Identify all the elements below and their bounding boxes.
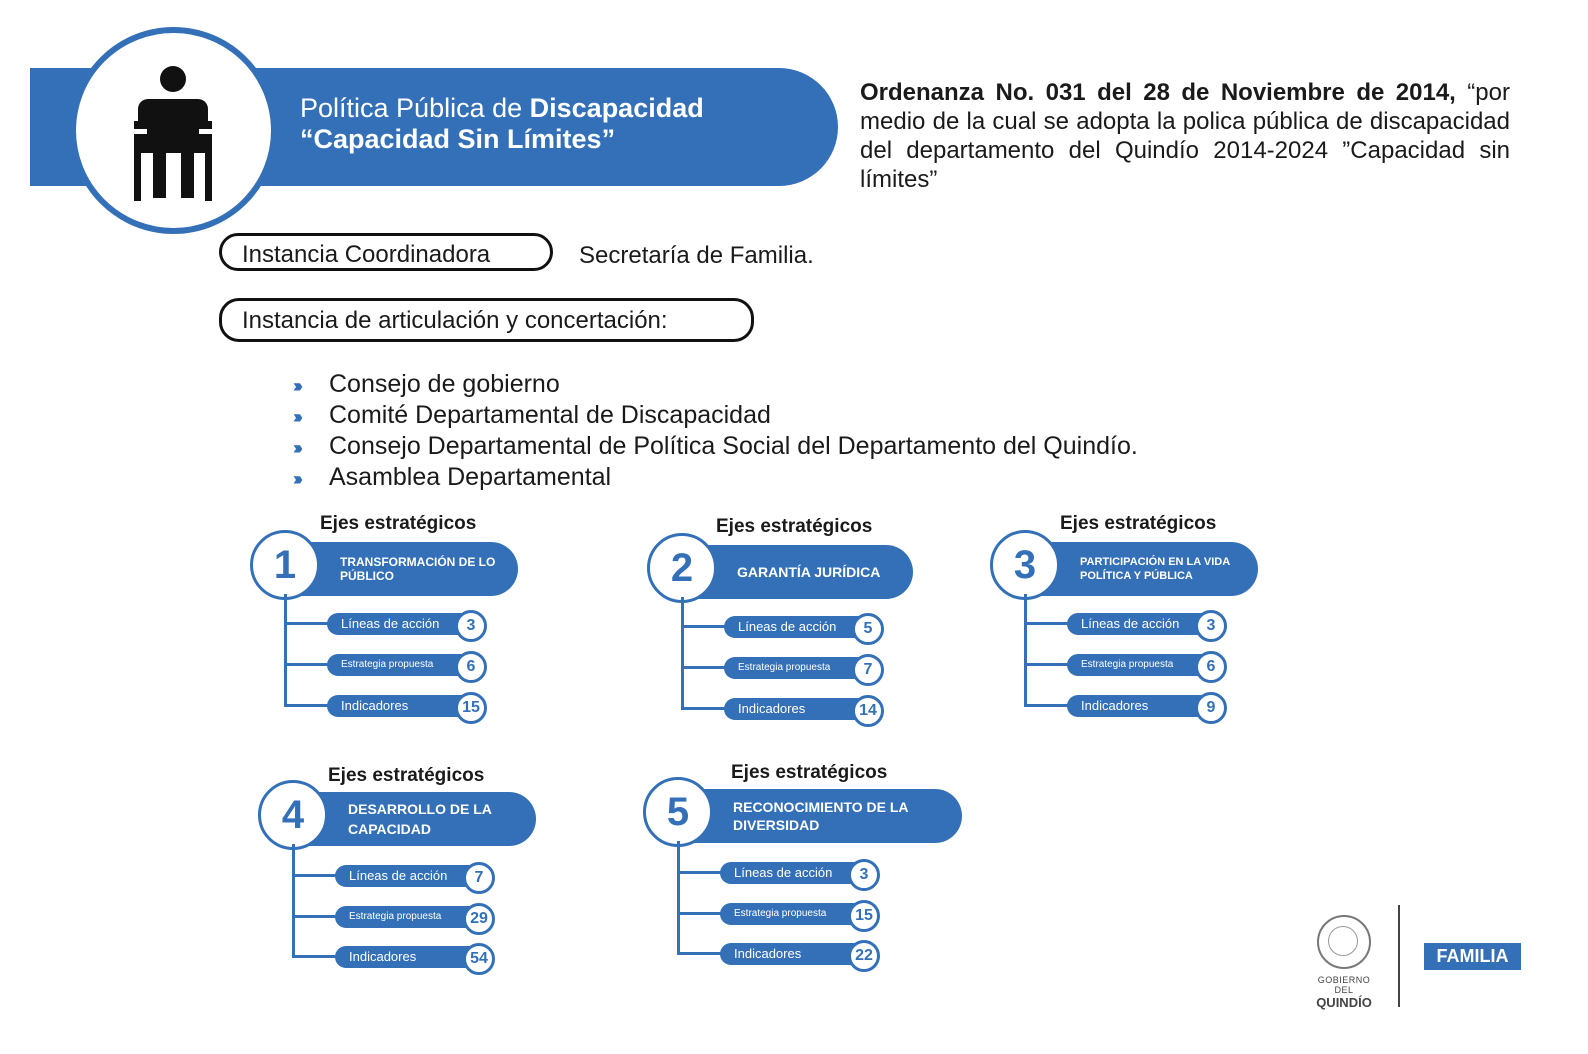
estrategia-label: Estrategia propuesta: [724, 657, 864, 679]
estrategia-label: Estrategia propuesta: [327, 654, 467, 676]
indicadores-label: Indicadores: [720, 943, 860, 965]
list-item: ››› Consejo de gobierno: [293, 370, 1138, 401]
eje-4: [258, 765, 568, 991]
eje-1: [250, 513, 560, 741]
lineas-count: 5: [852, 613, 884, 645]
connector-line: [681, 707, 726, 710]
ejes-label: Ejes estratégicos: [328, 765, 485, 786]
estrategia-count: 6: [1195, 651, 1227, 683]
eje-title: GARANTÍA JURÍDICA: [687, 545, 913, 599]
eje-number: 4: [258, 780, 328, 850]
eje-title: RECONOCIMIENTO DE LA DIVERSIDAD: [683, 789, 962, 843]
indicadores-label: Indicadores: [1067, 695, 1207, 717]
eje-2: [647, 516, 957, 744]
gobierno-quindio-logo: [1310, 915, 1378, 1010]
seal-icon: [1317, 915, 1371, 969]
eje-number: 3: [990, 530, 1060, 600]
connector-line: [1024, 594, 1027, 706]
divider: [1398, 905, 1400, 1007]
estrategia-count: 7: [852, 654, 884, 686]
indicadores-count: 9: [1195, 692, 1227, 724]
indicadores-count: 15: [455, 692, 487, 724]
list-item: ››› Asamblea Departamental: [293, 463, 1138, 494]
indicadores-label: Indicadores: [335, 946, 475, 968]
lineas-label: Líneas de acción: [1067, 613, 1207, 635]
header-icon-circle: [70, 27, 277, 234]
indicadores-label: Indicadores: [724, 698, 864, 720]
lineas-count: 3: [1195, 610, 1227, 642]
logo-line1: GOBIERNO DEL: [1317, 975, 1371, 995]
person-with-crutches-icon: [76, 33, 271, 228]
connector-line: [292, 955, 337, 958]
ejes-label: Ejes estratégicos: [716, 516, 873, 537]
lineas-label: Líneas de acción: [335, 865, 475, 887]
coordinadora-label: Instancia Coordinadora: [219, 233, 553, 271]
eje-title: TRANSFORMACIÓN DE LO PÚBLICO: [290, 542, 518, 596]
eje-title: DESARROLLO DE LA CAPACIDAD: [298, 792, 536, 846]
eje-title: PARTICIPACIÓN EN LA VIDA POLÍTICA Y PÚBLICA: [1030, 542, 1258, 596]
eje-5: [643, 762, 953, 988]
connector-line: [284, 663, 329, 666]
estrategia-label: Estrategia propuesta: [335, 906, 475, 928]
estrategia-count: 6: [455, 651, 487, 683]
connector-line: [677, 952, 722, 955]
list-item: ››› Consejo Departamental de Política Social del Departamento del Quindío.: [293, 432, 1138, 463]
indicadores-count: 22: [848, 940, 880, 972]
eje-number: 5: [643, 777, 713, 847]
familia-tag: FAMILIA: [1424, 943, 1521, 970]
ejes-label: Ejes estratégicos: [731, 762, 888, 783]
eje-number: 1: [250, 530, 320, 600]
ordenanza-text: Ordenanza No. 031 del 28 de Noviembre de 2014, “por medio de la cual se adopta la polica pública de discapacidad del departamento del Quindío 2014-2024 ”Capacidad sin límites”: [860, 79, 1510, 193]
logo-line2: QUINDÍO: [1316, 995, 1372, 1010]
connector-line: [677, 912, 722, 915]
connector-line: [292, 915, 337, 918]
ejes-label: Ejes estratégicos: [320, 513, 477, 534]
lineas-count: 3: [455, 610, 487, 642]
chevron-right-icon: ›››: [293, 469, 299, 489]
lineas-label: Líneas de acción: [724, 616, 864, 638]
chevron-right-icon: ›››: [293, 376, 299, 396]
connector-line: [1024, 704, 1069, 707]
indicadores-label: Indicadores: [327, 695, 467, 717]
estrategia-count: 29: [463, 903, 495, 935]
chevron-right-icon: ›››: [293, 438, 299, 458]
indicadores-count: 54: [463, 943, 495, 975]
connector-line: [284, 704, 329, 707]
connector-line: [284, 594, 287, 706]
eje-3: [990, 513, 1300, 741]
page-title: Política Pública de Discapacidad “Capacidad Sin Límites”: [300, 93, 704, 154]
lineas-label: Líneas de acción: [720, 862, 860, 884]
connector-line: [284, 622, 329, 625]
connector-line: [292, 844, 295, 956]
connector-line: [681, 597, 684, 709]
articulacion-label: Instancia de articulación y concertación:: [219, 298, 754, 342]
estrategia-label: Estrategia propuesta: [1067, 654, 1207, 676]
indicadores-count: 14: [852, 695, 884, 727]
connector-line: [677, 871, 722, 874]
estrategia-label: Estrategia propuesta: [720, 903, 860, 925]
connector-line: [681, 666, 726, 669]
connector-line: [677, 841, 680, 953]
lineas-label: Líneas de acción: [327, 613, 467, 635]
coordinadora-value: Secretaría de Familia.: [579, 242, 814, 269]
connector-line: [681, 625, 726, 628]
lineas-count: 3: [848, 859, 880, 891]
chevron-right-icon: ›››: [293, 407, 299, 427]
estrategia-count: 15: [848, 900, 880, 932]
list-item: ››› Comité Departamental de Discapacidad: [293, 401, 1138, 432]
articulacion-list: [293, 370, 1138, 494]
eje-number: 2: [647, 533, 717, 603]
ejes-label: Ejes estratégicos: [1060, 513, 1217, 534]
connector-line: [1024, 622, 1069, 625]
connector-line: [292, 874, 337, 877]
connector-line: [1024, 663, 1069, 666]
lineas-count: 7: [463, 862, 495, 894]
